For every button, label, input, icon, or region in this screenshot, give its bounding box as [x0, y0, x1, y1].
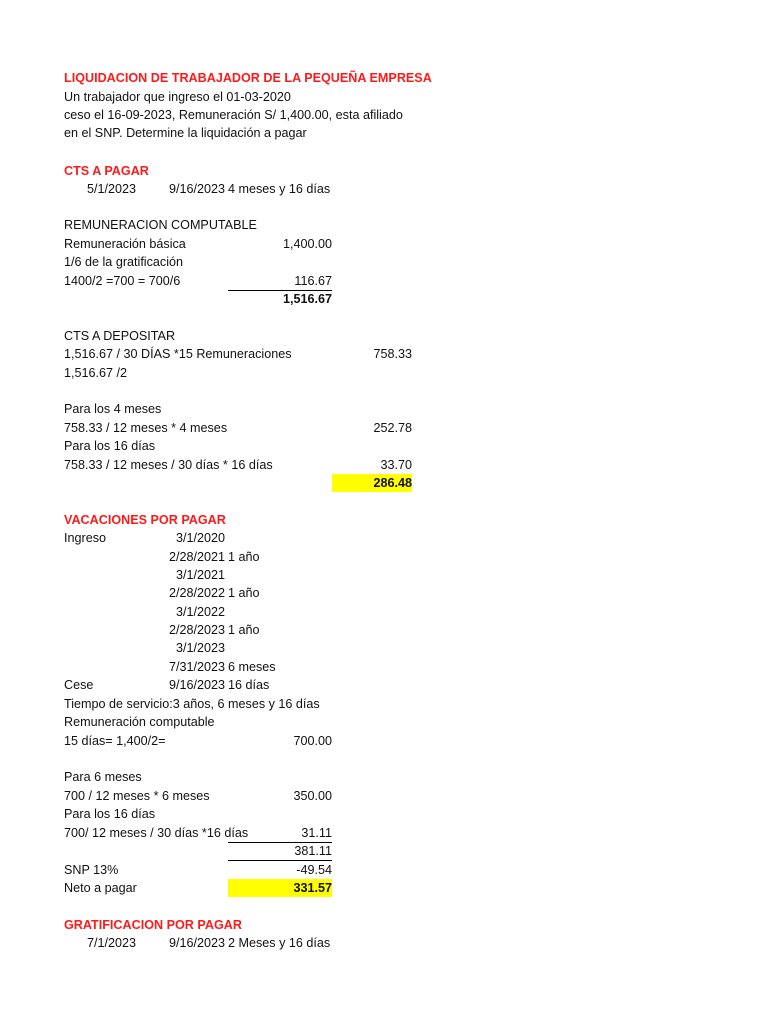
vac-partial-label: 6 meses: [228, 660, 276, 674]
vac-period-3-end: 2/28/2023: [168, 623, 225, 637]
vac-subtotal: 381.11: [294, 844, 332, 858]
cts-deposit-calc-2: 1,516.67 /2: [64, 366, 128, 380]
vacaciones-heading: VACACIONES POR PAGAR: [64, 513, 226, 527]
vac-period-3-label: 1 año: [228, 623, 260, 637]
vac-partial-end: 7/31/2023: [168, 660, 225, 674]
cts-rc-heading: REMUNERACION COMPUTABLE: [64, 218, 257, 232]
cts-four-months-calc: 758.33 / 12 meses * 4 meses: [64, 421, 228, 435]
document-title: LIQUIDACION DE TRABAJADOR DE LA PEQUEÑA EMPRESA: [64, 71, 432, 85]
cts-total-highlight: 286.48: [332, 474, 412, 492]
grat-end-date: 9/16/2023: [168, 936, 225, 950]
vac-ingreso-label: Ingreso: [64, 531, 107, 545]
vac-service-time: Tiempo de servicio:3 años, 6 meses y 16 días: [64, 697, 320, 711]
vac-period-1-label: 1 año: [228, 550, 260, 564]
vac-rc-label: Remuneración computable: [64, 715, 215, 729]
cts-sixth-calc: 1400/2 =700 = 700/6: [64, 274, 181, 288]
vac-cese-days: 16 días: [228, 678, 270, 692]
vac-rc-value: 700.00: [293, 734, 332, 748]
vac-six-months-label: Para 6 meses: [64, 770, 142, 784]
cts-end-date: 9/16/2023: [168, 182, 225, 196]
vac-snp-label: SNP 13%: [64, 863, 119, 877]
cts-four-months-value: 252.78: [373, 421, 412, 435]
cts-period: 4 meses y 16 días: [228, 182, 331, 196]
vac-period-2-label: 1 año: [228, 586, 260, 600]
cts-sixth-label: 1/6 de la gratificación: [64, 255, 184, 269]
cts-days-calc: 758.33 / 12 meses / 30 días * 16 días: [64, 458, 273, 472]
cts-deposit-calc: 1,516.67 / 30 DÍAS *15 Remuneraciones: [64, 347, 292, 361]
cts-deposit-heading: CTS A DEPOSITAR: [64, 329, 176, 343]
vac-days-label: Para los 16 días: [64, 807, 156, 821]
intro-line-1: Un trabajador que ingreso el 01-03-2020: [64, 90, 291, 104]
vac-days-calc: 700/ 12 meses / 30 días *16 días: [64, 826, 249, 840]
cts-basic-label: Remuneración básica: [64, 237, 186, 251]
cts-deposit-value: 758.33: [373, 347, 412, 361]
cts-basic-value: 1,400.00: [282, 237, 332, 251]
cts-heading: CTS A PAGAR: [64, 164, 149, 178]
vac-period-1-next: 3/1/2021: [175, 568, 225, 582]
vac-period-2-end: 2/28/2022: [168, 586, 225, 600]
cts-rc-total: 1,516.67: [282, 292, 332, 306]
cts-sixth-value: 116.67: [294, 274, 332, 288]
cts-start-date: 5/1/2023: [86, 182, 136, 196]
vac-period-3-next: 3/1/2023: [175, 641, 225, 655]
cts-four-months-label: Para los 4 meses: [64, 402, 162, 416]
vac-period-2-next: 3/1/2022: [175, 605, 225, 619]
vac-snp-value: -49.54: [296, 863, 332, 877]
intro-line-3: en el SNP. Determine la liquidación a pagar: [64, 126, 307, 140]
vac-net-label: Neto a pagar: [64, 881, 137, 895]
grat-period: 2 Meses y 16 días: [228, 936, 331, 950]
vac-cese-label: Cese: [64, 678, 94, 692]
vac-six-months-calc: 700 / 12 meses * 6 meses: [64, 789, 210, 803]
vac-days-value: 31.11: [301, 826, 332, 840]
gratificacion-heading: GRATIFICACION POR PAGAR: [64, 918, 242, 932]
vac-cese-date: 9/16/2023: [168, 678, 225, 692]
vac-period-1-end: 2/28/2021: [168, 550, 225, 564]
vac-six-months-value: 350.00: [293, 789, 332, 803]
vac-net-value-highlight: 331.57: [228, 879, 332, 897]
grat-start-date: 7/1/2023: [86, 936, 136, 950]
vac-ingreso-date: 3/1/2020: [175, 531, 225, 545]
cts-days-value: 33.70: [380, 458, 412, 472]
intro-line-2: ceso el 16-09-2023, Remuneración S/ 1,400.00, esta afiliado: [64, 108, 403, 122]
vac-rc-calc: 15 días= 1,400/2=: [64, 734, 166, 748]
cts-days-label: Para los 16 días: [64, 439, 156, 453]
